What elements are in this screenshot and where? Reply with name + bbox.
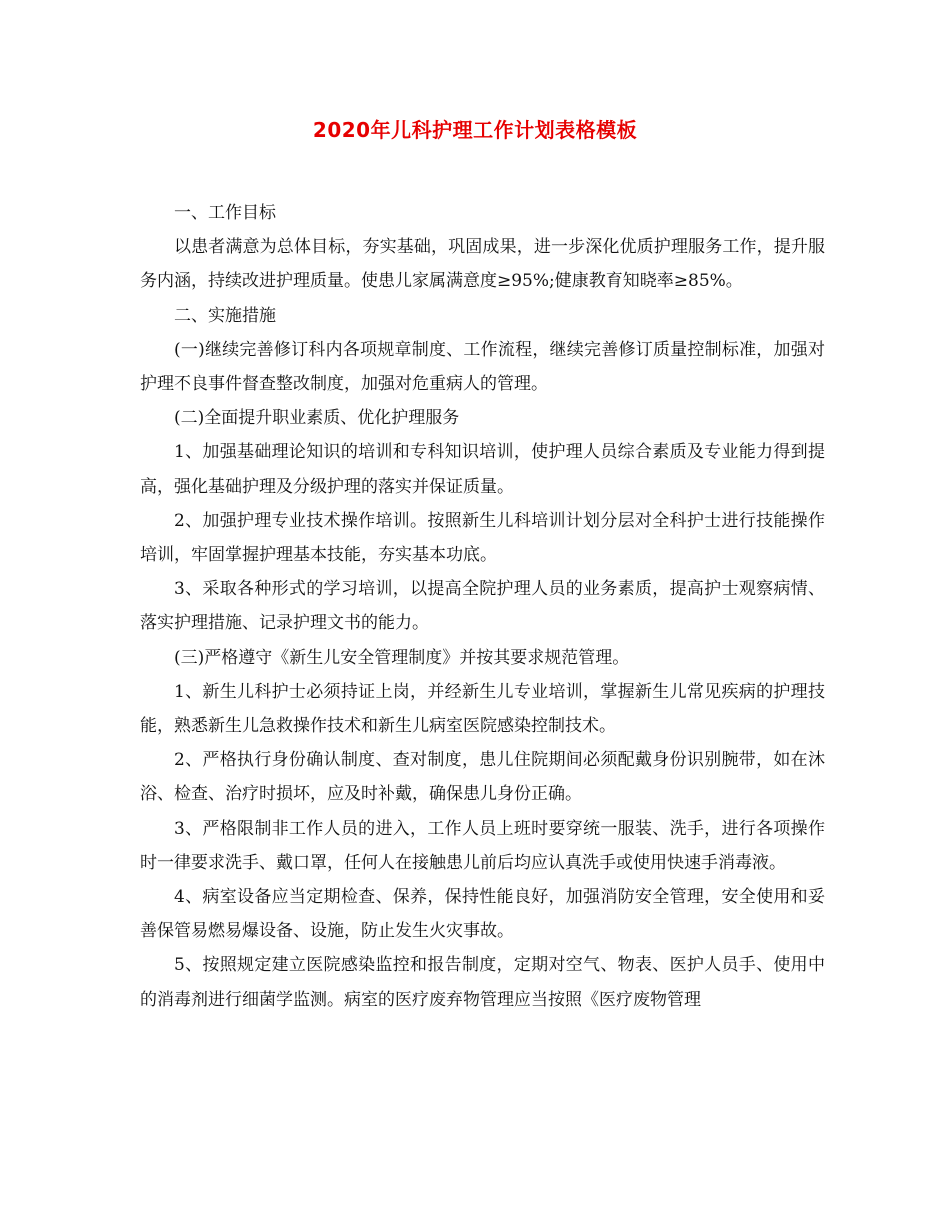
paragraph-item: 5、按照规定建立医院感染监控和报告制度，定期对空气、物表、医护人员手、使用中的消毒剂进行细菌学监测。病室的医疗废弃物管理应当按照《医疗废物管理 (140, 955, 825, 1010)
paragraph-item: 2、严格执行身份确认制度、查对制度，患儿住院期间必须配戴身份识别腕带，如在沐浴、检查、治疗时损坏，应及时补戴，确保患儿身份正确。 (140, 750, 825, 805)
paragraph-measure-3-heading: (三)严格遵守《新生儿安全管理制度》并按其要求规范管理。 (174, 647, 630, 668)
paragraph-goals: 以患者满意为总体目标，夯实基础，巩固成果，进一步深化优质护理服务工作，提升服务内涵，持续改进护理质量。使患儿家属满意度≥95%;健康教育知晓率≥85%。 (140, 237, 825, 292)
paragraph-item: 2、加强护理专业技术操作培训。按照新生儿科培训计划分层对全科护士进行技能操作培训，牢固掌握护理基本技能，夯实基本功底。 (140, 510, 825, 566)
paragraph-item: 1、加强基础理论知识的培训和专科知识培训，使护理人员综合素质及专业能力得到提高，强化基础护理及分级护理的落实并保证质量。 (140, 442, 825, 497)
document-title: 2020年儿科护理工作计划表格模板 (312, 118, 638, 142)
document-body (140, 196, 825, 1017)
paragraph-item: 3、采取各种形式的学习培训，以提高全院护理人员的业务素质，提高护士观察病情、落实护理措施、记录护理文书的能力。 (140, 579, 825, 634)
paragraph-item: 4、病室设备应当定期检查、保养，保持性能良好，加强消防安全管理，安全使用和妥善保管易燃易爆设备、设施，防止发生火灾事故。 (140, 887, 825, 942)
paragraph-heading-measures: 二、实施措施 (174, 305, 276, 326)
paragraph-measure-2-heading: (二)全面提升职业素质、优化护理服务 (174, 408, 460, 429)
paragraph-heading-goals: 一、工作目标 (174, 203, 276, 223)
paragraph-measure-1: (一)继续完善修订科内各项规章制度、工作流程，继续完善修订质量控制标准，加强对护理不良事件督查整改制度，加强对危重病人的管理。 (140, 339, 825, 395)
paragraph-item: 1、新生儿科护士必须持证上岗，并经新生儿专业培训，掌握新生儿常见疾病的护理技能，熟悉新生儿急救操作技术和新生儿病室医院感染控制技术。 (140, 681, 825, 737)
paragraph-item: 3、严格限制非工作人员的进入，工作人员上班时要穿统一服装、洗手，进行各项操作时一律要求洗手、戴口罩，任何人在接触患儿前后均应认真洗手或使用快速手消毒液。 (140, 818, 825, 873)
